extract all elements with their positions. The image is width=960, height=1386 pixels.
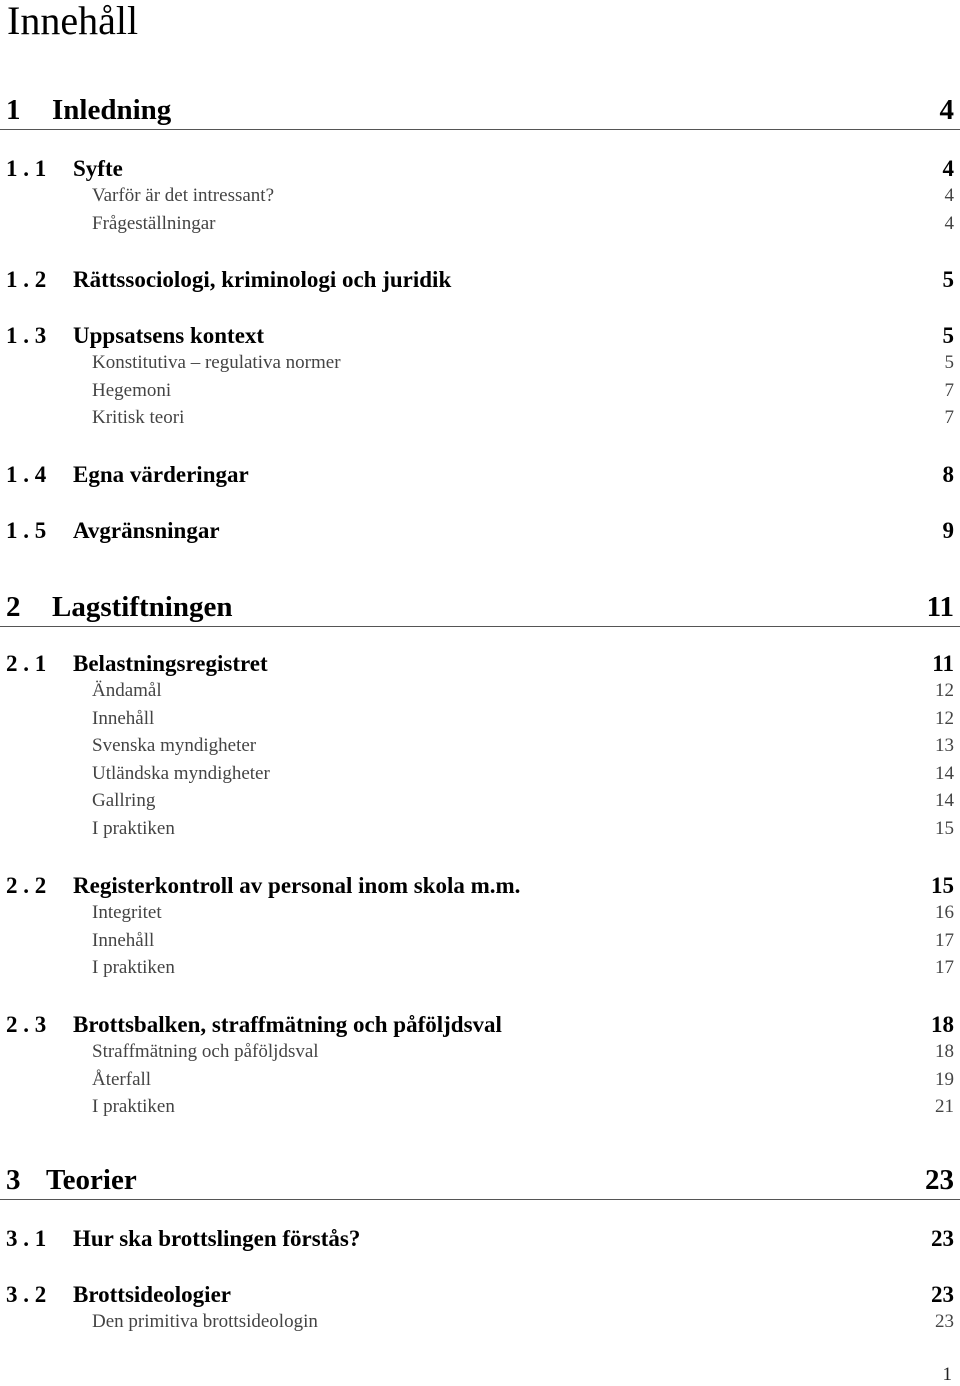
toc-subsection[interactable] — [0, 957, 960, 983]
subsection-title: Den primitiva brottsideologin — [92, 1311, 318, 1332]
chapter-title: Teorier — [46, 1164, 137, 1196]
toc-section[interactable] — [0, 156, 960, 186]
toc-subsection[interactable] — [0, 407, 960, 433]
toc-section[interactable] — [0, 1226, 960, 1256]
subsection-page: 13 — [935, 735, 954, 756]
section-page: 23 — [931, 1226, 954, 1251]
chapter-page: 23 — [925, 1164, 954, 1196]
section-title: Egna värderingar — [73, 462, 249, 487]
section-number: 1 . 2 — [6, 267, 47, 292]
toc-subsection[interactable] — [0, 1096, 960, 1122]
toc-subsection[interactable] — [0, 902, 960, 928]
chapter-page: 4 — [939, 94, 954, 126]
subsection-page: 21 — [935, 1096, 954, 1117]
section-title: Registerkontroll av personal inom skola m.m. — [73, 873, 521, 898]
toc-subsection[interactable] — [0, 352, 960, 378]
subsection-page: 14 — [935, 790, 954, 811]
section-number: 3 . 1 — [6, 1226, 47, 1251]
subsection-title: Svenska myndigheter — [92, 735, 257, 756]
toc-subsection[interactable] — [0, 708, 960, 734]
toc-section[interactable] — [0, 873, 960, 903]
toc-chapter[interactable] — [0, 93, 960, 130]
toc-subsection[interactable] — [0, 185, 960, 211]
section-number: 2 . 3 — [6, 1012, 47, 1037]
section-title: Avgränsningar — [73, 518, 220, 543]
toc-chapter[interactable] — [0, 590, 960, 627]
section-title: Rättssociologi, kriminologi och juridik — [73, 267, 452, 292]
chapter-number: 1 — [6, 94, 21, 126]
chapter-title: Inledning — [52, 94, 172, 126]
subsection-page: 7 — [944, 407, 954, 428]
toc-subsection[interactable] — [0, 790, 960, 816]
chapter-number: 2 — [6, 591, 21, 623]
section-page: 15 — [931, 873, 954, 898]
section-number: 1 . 3 — [6, 323, 47, 348]
subsection-title: I praktiken — [92, 957, 175, 978]
subsection-page: 17 — [935, 929, 954, 951]
toc-subsection[interactable] — [0, 380, 960, 406]
toc-section[interactable] — [0, 1282, 960, 1312]
page-title: Innehåll — [7, 0, 139, 43]
page-number: 1 — [942, 1364, 952, 1385]
subsection-title: Utländska myndigheter — [92, 762, 270, 784]
section-number: 1 . 4 — [6, 462, 47, 487]
section-page: 18 — [931, 1012, 954, 1037]
subsection-title: Straffmätning och påföljdsval — [92, 1041, 319, 1062]
subsection-title: Konstitutiva – regulativa normer — [92, 352, 341, 373]
section-title: Brottsideologier — [73, 1282, 231, 1307]
section-page: 5 — [942, 323, 954, 348]
subsection-page: 18 — [935, 1041, 954, 1062]
subsection-title: Återfall — [92, 1068, 152, 1090]
subsection-title: Kritisk teori — [92, 407, 185, 428]
section-number: 3 . 2 — [6, 1282, 47, 1307]
subsection-title: Integritet — [92, 902, 162, 923]
subsection-page: 4 — [944, 185, 954, 206]
section-page: 9 — [942, 518, 954, 543]
subsection-title: Hegemoni — [92, 379, 172, 401]
subsection-page: 19 — [935, 1068, 954, 1090]
toc-subsection[interactable] — [0, 1311, 960, 1337]
toc-section[interactable] — [0, 323, 960, 353]
subsection-page: 23 — [935, 1311, 954, 1332]
section-page: 23 — [931, 1282, 954, 1307]
subsection-page: 4 — [944, 212, 954, 234]
toc-subsection[interactable] — [0, 930, 960, 956]
subsection-title: Gallring — [92, 790, 156, 811]
section-number: 2 . 1 — [6, 651, 47, 676]
subsection-title: Varför är det intressant? — [92, 185, 275, 206]
subsection-title: Innehåll — [92, 929, 155, 951]
subsection-title: I praktiken — [92, 817, 175, 839]
subsection-title: Ändamål — [92, 680, 162, 701]
toc-subsection[interactable] — [0, 1041, 960, 1067]
section-title: Uppsatsens kontext — [73, 323, 265, 348]
subsection-page: 14 — [935, 762, 954, 784]
toc-section[interactable] — [0, 1012, 960, 1042]
section-title: Syfte — [73, 156, 123, 181]
toc-subsection[interactable] — [0, 763, 960, 789]
subsection-page: 7 — [944, 379, 954, 401]
chapter-title: Lagstiftningen — [52, 591, 233, 623]
subsection-page: 5 — [944, 352, 954, 373]
subsection-page: 16 — [935, 902, 954, 923]
toc-subsection[interactable] — [0, 818, 960, 844]
toc-subsection[interactable] — [0, 1069, 960, 1095]
toc-chapter[interactable] — [0, 1163, 960, 1200]
toc-subsection[interactable] — [0, 213, 960, 239]
section-page: 4 — [942, 156, 954, 181]
section-page: 11 — [932, 651, 954, 676]
chapter-number: 3 — [6, 1164, 21, 1196]
toc-subsection[interactable] — [0, 735, 960, 761]
subsection-title: Innehåll — [92, 707, 155, 729]
subsection-page: 12 — [935, 680, 954, 701]
section-page: 5 — [942, 267, 954, 292]
toc-section[interactable] — [0, 518, 960, 548]
subsection-page: 12 — [935, 707, 954, 729]
section-number: 2 . 2 — [6, 873, 47, 898]
chapter-page: 11 — [926, 591, 954, 623]
section-title: Brottsbalken, straffmätning och påföljdsval — [73, 1012, 502, 1037]
subsection-title: I praktiken — [92, 1096, 175, 1117]
toc-subsection[interactable] — [0, 680, 960, 706]
subsection-page: 17 — [935, 957, 954, 978]
section-title: Belastningsregistret — [73, 651, 268, 676]
toc-section[interactable] — [0, 651, 960, 681]
section-number: 1 . 5 — [6, 518, 47, 543]
section-number: 1 . 1 — [6, 156, 47, 181]
section-page: 8 — [942, 462, 954, 487]
toc-section[interactable] — [0, 267, 960, 297]
subsection-page: 15 — [935, 817, 954, 839]
subsection-title: Frågeställningar — [92, 212, 216, 234]
toc-section[interactable] — [0, 462, 960, 492]
section-title: Hur ska brottslingen förstås? — [73, 1226, 361, 1251]
